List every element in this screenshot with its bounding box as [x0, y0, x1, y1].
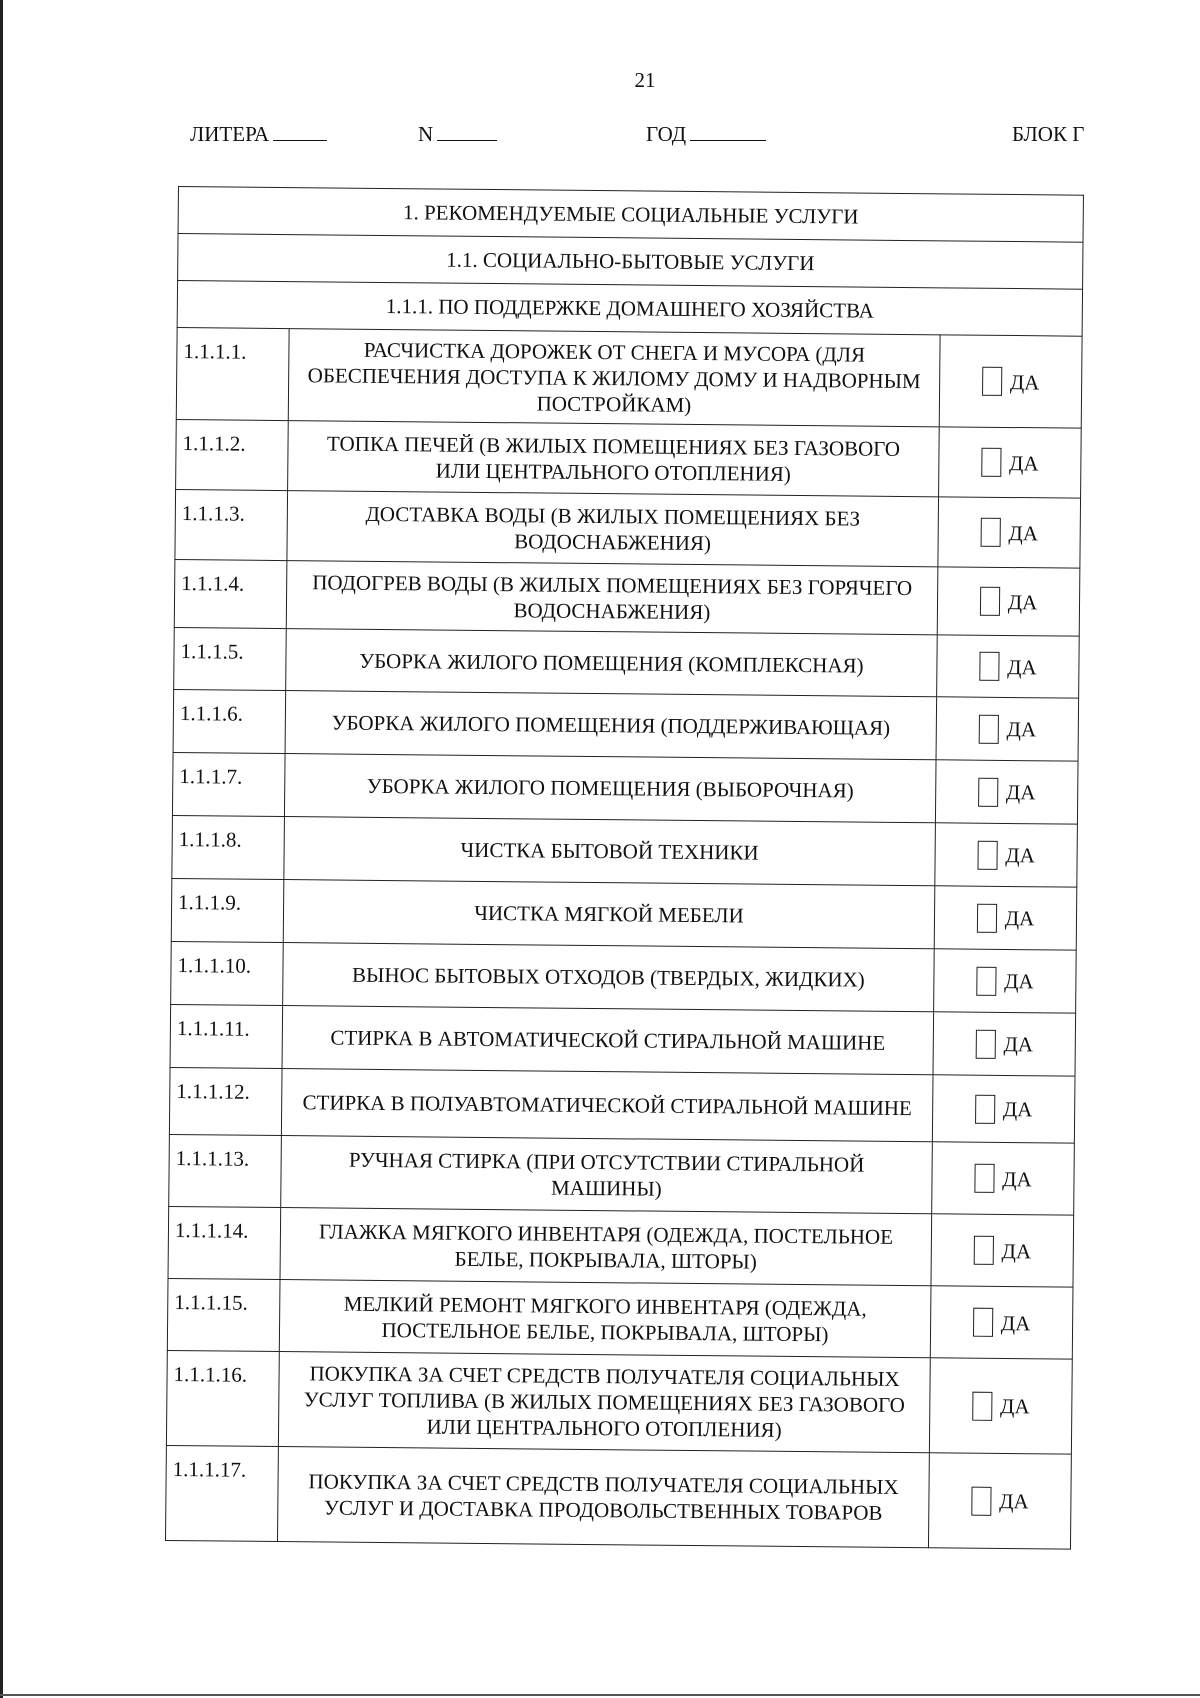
yes-checkbox[interactable] [976, 967, 996, 996]
service-description: ВЫНОС БЫТОВЫХ ОТХОДОВ (ТВЕРДЫХ, ЖИДКИХ) [283, 943, 935, 1012]
service-code: 1.1.1.4. [174, 559, 287, 628]
table-row [165, 1445, 1071, 1549]
table-row [174, 627, 1080, 698]
service-code: 1.1.1.3. [175, 489, 288, 560]
table-row [171, 941, 1077, 1013]
yes-checkbox[interactable] [977, 904, 997, 933]
service-description: ТОПКА ПЕЧЕЙ (В ЖИЛЫХ ПОМЕЩЕНИЯХ БЕЗ ГАЗОВОГО ИЛИ ЦЕНТРАЛЬНОГО ОТОПЛЕНИЯ) [288, 421, 940, 497]
service-description: УБОРКА ЖИЛОГО ПОМЕЩЕНИЯ (КОМПЛЕКСНАЯ) [286, 629, 938, 697]
yes-checkbox[interactable] [973, 1236, 993, 1265]
table-row [174, 559, 1080, 636]
yes-checkbox[interactable] [981, 448, 1001, 477]
yes-choice [934, 949, 1077, 1013]
service-code: 1.1.1.6. [173, 689, 286, 753]
yes-label: ДА [1008, 520, 1039, 546]
yes-checkbox[interactable] [971, 1487, 991, 1516]
yes-checkbox[interactable] [972, 1392, 992, 1421]
service-code: 1.1.1.7. [172, 752, 285, 816]
yes-label: ДА [1004, 969, 1034, 994]
yes-checkbox[interactable] [974, 1164, 994, 1193]
table-row [172, 752, 1078, 824]
table-row [171, 878, 1077, 950]
table-row [167, 1278, 1073, 1359]
yes-label: ДА [1003, 1032, 1034, 1057]
table-row [166, 1350, 1072, 1454]
yes-choice [930, 1286, 1073, 1359]
service-code: 1.1.1.13. [169, 1134, 282, 1207]
litera-field [190, 122, 327, 147]
section-heading: 1. РЕКОМЕНДУЕМЫЕ СОЦИАЛЬНЫЕ УСЛУГИ [178, 187, 1083, 243]
litera-blank[interactable] [273, 122, 327, 141]
yes-label: ДА [1002, 1097, 1033, 1122]
yes-choice [938, 497, 1081, 568]
table-row [176, 419, 1082, 498]
table-row [168, 1206, 1074, 1287]
service-code: 1.1.1.5. [174, 627, 287, 690]
service-description: ПОКУПКА ЗА СЧЕТ СРЕДСТВ ПОЛУЧАТЕЛЯ СОЦИАЛЬНЫХ УСЛУГ ТОПЛИВА (В ЖИЛЫХ ПОМЕЩЕНИЯХ БЕЗ ГАЗОВОГО ИЛИ ЦЕНТРАЛЬНОГО ОТОПЛЕНИЯ) [278, 1352, 930, 1453]
yes-label: ДА [1002, 1166, 1032, 1192]
yes-checkbox[interactable] [982, 367, 1002, 396]
service-code: 1.1.1.14. [168, 1206, 281, 1279]
service-description: ПОДОГРЕВ ВОДЫ (В ЖИЛЫХ ПОМЕЩЕНИЯХ БЕЗ ГОРЯЧЕГО ВОДОСНАБЖЕНИЯ) [286, 561, 938, 635]
service-description: ПОКУПКА ЗА СЧЕТ СРЕДСТВ ПОЛУЧАТЕЛЯ СОЦИАЛЬНЫХ УСЛУГ И ДОСТАВКА ПРОДОВОЛЬСТВЕННЫХ ТОВАРОВ [277, 1447, 929, 1548]
yes-choice [928, 1453, 1071, 1549]
yes-checkbox[interactable] [975, 1030, 995, 1059]
table-row [175, 489, 1081, 568]
table-row [170, 1004, 1076, 1076]
page-edge [0, 1694, 1200, 1696]
yes-checkbox[interactable] [979, 652, 999, 681]
service-description: ЧИСТКА МЯГКОЙ МЕБЕЛИ [283, 880, 935, 949]
yes-label: ДА [999, 1394, 1030, 1419]
services-table [165, 186, 1084, 1550]
subsection-heading: 1.1. СОЦИАЛЬНО-БЫТОВЫЕ УСЛУГИ [178, 234, 1083, 290]
service-description: РУЧНАЯ СТИРКА (ПРИ ОТСУТСТВИИ СТИРАЛЬНОЙ МАШИНЫ) [281, 1136, 933, 1214]
year-label: ГОД [646, 122, 687, 146]
service-code: 1.1.1.12. [169, 1067, 282, 1135]
yes-choice [929, 1358, 1072, 1454]
yes-choice [932, 1142, 1075, 1215]
subsubsection-heading: 1.1.1. ПО ПОДДЕРЖКЕ ДОМАШНЕГО ХОЗЯЙСТВА [177, 281, 1082, 337]
service-rows [165, 327, 1082, 1549]
yes-choice [933, 1012, 1076, 1076]
yes-choice [939, 427, 1082, 498]
yes-label: ДА [1005, 780, 1036, 805]
yes-choice [932, 1075, 1075, 1143]
service-description: УБОРКА ЖИЛОГО ПОМЕЩЕНИЯ (ВЫБОРОЧНАЯ) [284, 754, 936, 823]
service-code: 1.1.1.11. [170, 1004, 283, 1068]
yes-checkbox[interactable] [975, 1095, 995, 1124]
block-label: БЛОК Г [1012, 122, 1085, 146]
service-code: 1.1.1.16. [166, 1350, 279, 1446]
yes-checkbox[interactable] [973, 1308, 993, 1337]
yes-label: ДА [1009, 450, 1039, 476]
number-label: N [418, 122, 434, 146]
service-code: 1.1.1.1. [176, 327, 289, 420]
service-code: 1.1.1.2. [176, 419, 289, 490]
yes-label: ДА [999, 1489, 1029, 1514]
service-code: 1.1.1.17. [165, 1445, 278, 1541]
yes-label: ДА [1000, 1310, 1031, 1336]
yes-choice [931, 1214, 1074, 1287]
yes-label: ДА [1007, 589, 1038, 615]
yes-checkbox[interactable] [978, 715, 998, 744]
yes-label: ДА [1005, 843, 1035, 868]
year-blank[interactable] [690, 122, 766, 141]
yes-choice [936, 697, 1079, 761]
service-description: СТИРКА В АВТОМАТИЧЕСКОЙ СТИРАЛЬНОЙ МАШИНЕ [282, 1006, 934, 1075]
service-code: 1.1.1.9. [171, 878, 284, 942]
table-row [176, 327, 1082, 428]
service-description: ЧИСТКА БЫТОВОЙ ТЕХНИКИ [284, 817, 936, 886]
yes-choice [937, 635, 1080, 698]
yes-checkbox[interactable] [977, 841, 997, 870]
page-edge [0, 0, 3, 1698]
service-code: 1.1.1.8. [172, 815, 285, 879]
service-description: МЕЛКИЙ РЕМОНТ МЯГКОГО ИНВЕНТАРЯ (ОДЕЖДА, ПОСТЕЛЬНОЕ БЕЛЬЕ, ПОКРЫВАЛА, ШТОРЫ) [279, 1280, 931, 1358]
yes-label: ДА [1007, 654, 1037, 680]
yes-label: ДА [1004, 906, 1035, 931]
yes-choice [937, 567, 1080, 636]
table-row [169, 1134, 1075, 1215]
number-field [418, 122, 497, 147]
table-row [169, 1067, 1075, 1143]
yes-checkbox[interactable] [980, 587, 1000, 616]
yes-choice [939, 335, 1082, 428]
yes-checkbox[interactable] [980, 518, 1000, 547]
table-row [172, 815, 1078, 887]
service-description: УБОРКА ЖИЛОГО ПОМЕЩЕНИЯ (ПОДДЕРЖИВАЮЩАЯ) [285, 691, 937, 760]
page-number: 21 [634, 68, 656, 92]
service-description: ГЛАЖКА МЯГКОГО ИНВЕНТАРЯ (ОДЕЖДА, ПОСТЕЛЬНОЕ БЕЛЬЕ, ПОКРЫВАЛА, ШТОРЫ) [280, 1208, 932, 1286]
yes-label: ДА [1006, 717, 1037, 742]
service-description: РАСЧИСТКА ДОРОЖЕК ОТ СНЕГА И МУСОРА (ДЛЯ ОБЕСПЕЧЕНИЯ ДОСТУПА К ЖИЛОМУ ДОМУ И НАДВОРНЫМ ПОСТРОЙКАМ) [288, 329, 940, 427]
yes-choice [935, 823, 1078, 887]
yes-label: ДА [1009, 369, 1040, 395]
litera-label: ЛИТЕРА [190, 122, 270, 146]
yes-checkbox[interactable] [978, 778, 998, 807]
service-code: 1.1.1.15. [167, 1278, 280, 1351]
table-row [173, 689, 1079, 761]
form-header [0, 122, 1200, 152]
yes-choice [934, 886, 1077, 950]
yes-choice [935, 760, 1078, 824]
service-description: СТИРКА В ПОЛУАВТОМАТИЧЕСКОЙ СТИРАЛЬНОЙ МАШИНЕ [281, 1069, 933, 1142]
number-blank[interactable] [437, 122, 497, 141]
year-field [646, 122, 766, 147]
service-code: 1.1.1.10. [171, 941, 284, 1005]
service-description: ДОСТАВКА ВОДЫ (В ЖИЛЫХ ПОМЕЩЕНИЯХ БЕЗ ВОДОСНАБЖЕНИЯ) [287, 491, 939, 567]
yes-label: ДА [1001, 1238, 1032, 1264]
